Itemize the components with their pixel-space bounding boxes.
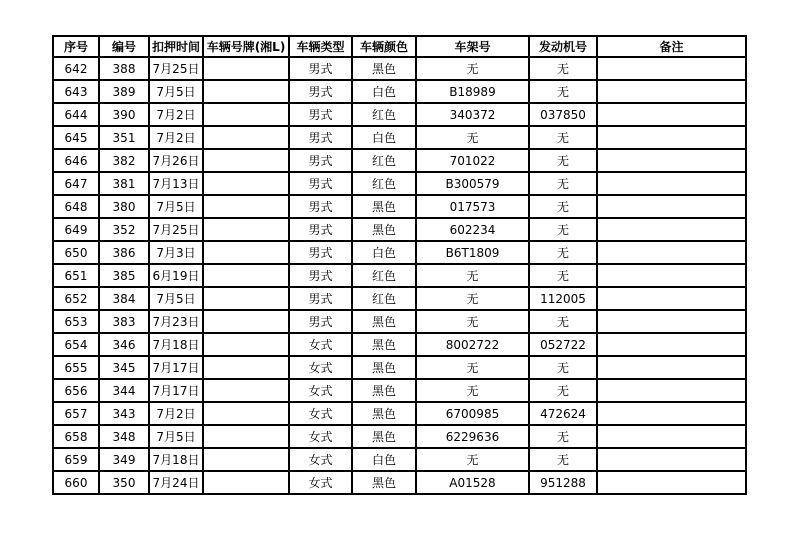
cell-number: 384 <box>99 287 149 310</box>
table-row <box>53 218 746 241</box>
cell-serial: 647 <box>53 172 99 195</box>
cell-vehicle-color: 红色 <box>352 149 416 172</box>
cell-vehicle-color: 黑色 <box>352 195 416 218</box>
cell-serial: 649 <box>53 218 99 241</box>
vehicle-seizure-table <box>52 35 747 495</box>
cell-engine-no: 无 <box>529 241 597 264</box>
cell-number: 346 <box>99 333 149 356</box>
cell-number: 348 <box>99 425 149 448</box>
cell-engine-no: 052722 <box>529 333 597 356</box>
cell-remark <box>597 149 746 172</box>
table-row <box>53 402 746 425</box>
cell-vehicle-type: 男式 <box>289 149 352 172</box>
cell-remark <box>597 126 746 149</box>
cell-seizure-date: 7月2日 <box>149 402 203 425</box>
cell-number: 380 <box>99 195 149 218</box>
cell-seizure-date: 7月5日 <box>149 425 203 448</box>
cell-vehicle-type: 男式 <box>289 172 352 195</box>
cell-engine-no: 无 <box>529 126 597 149</box>
column-header-number: 编号 <box>99 36 149 57</box>
cell-vehicle-color: 黑色 <box>352 218 416 241</box>
table-row <box>53 448 746 471</box>
cell-vehicle-color: 红色 <box>352 287 416 310</box>
cell-engine-no: 无 <box>529 218 597 241</box>
cell-engine-no: 无 <box>529 425 597 448</box>
cell-seizure-date: 7月3日 <box>149 241 203 264</box>
cell-number: 344 <box>99 379 149 402</box>
table-row <box>53 287 746 310</box>
cell-seizure-date: 7月18日 <box>149 448 203 471</box>
cell-plate <box>203 57 289 80</box>
cell-seizure-date: 7月23日 <box>149 310 203 333</box>
cell-frame-no: 无 <box>416 126 529 149</box>
cell-vehicle-color: 白色 <box>352 241 416 264</box>
cell-vehicle-type: 男式 <box>289 126 352 149</box>
column-header-remark: 备注 <box>597 36 746 57</box>
cell-engine-no: 无 <box>529 195 597 218</box>
cell-frame-no: 701022 <box>416 149 529 172</box>
cell-seizure-date: 7月25日 <box>149 57 203 80</box>
cell-vehicle-type: 男式 <box>289 310 352 333</box>
cell-vehicle-type: 女式 <box>289 356 352 379</box>
cell-vehicle-color: 白色 <box>352 448 416 471</box>
cell-frame-no: A01528 <box>416 471 529 494</box>
cell-serial: 654 <box>53 333 99 356</box>
table-body <box>53 57 746 494</box>
cell-seizure-date: 7月25日 <box>149 218 203 241</box>
cell-vehicle-type: 男式 <box>289 195 352 218</box>
cell-seizure-date: 7月2日 <box>149 126 203 149</box>
cell-engine-no: 037850 <box>529 103 597 126</box>
cell-frame-no: 602234 <box>416 218 529 241</box>
table-row <box>53 379 746 402</box>
cell-frame-no: 无 <box>416 287 529 310</box>
cell-vehicle-color: 红色 <box>352 172 416 195</box>
cell-remark <box>597 402 746 425</box>
cell-number: 383 <box>99 310 149 333</box>
cell-seizure-date: 7月2日 <box>149 103 203 126</box>
cell-serial: 644 <box>53 103 99 126</box>
cell-remark <box>597 218 746 241</box>
cell-vehicle-color: 黑色 <box>352 333 416 356</box>
cell-remark <box>597 80 746 103</box>
cell-frame-no: 340372 <box>416 103 529 126</box>
cell-vehicle-type: 女式 <box>289 425 352 448</box>
cell-plate <box>203 310 289 333</box>
cell-remark <box>597 356 746 379</box>
cell-plate <box>203 195 289 218</box>
cell-plate <box>203 356 289 379</box>
table-row <box>53 241 746 264</box>
cell-plate <box>203 264 289 287</box>
cell-vehicle-type: 女式 <box>289 379 352 402</box>
cell-frame-no: B6T1809 <box>416 241 529 264</box>
cell-seizure-date: 7月17日 <box>149 379 203 402</box>
cell-engine-no: 无 <box>529 356 597 379</box>
cell-engine-no: 无 <box>529 379 597 402</box>
table-row <box>53 149 746 172</box>
cell-number: 390 <box>99 103 149 126</box>
cell-number: 350 <box>99 471 149 494</box>
cell-plate <box>203 333 289 356</box>
cell-remark <box>597 241 746 264</box>
cell-serial: 657 <box>53 402 99 425</box>
column-header-seizure-date: 扣押时间 <box>149 36 203 57</box>
column-header-frame-no: 车架号 <box>416 36 529 57</box>
cell-vehicle-color: 黑色 <box>352 57 416 80</box>
cell-plate <box>203 149 289 172</box>
cell-vehicle-type: 男式 <box>289 80 352 103</box>
table-row <box>53 264 746 287</box>
cell-plate <box>203 471 289 494</box>
cell-frame-no: 6700985 <box>416 402 529 425</box>
table-row <box>53 103 746 126</box>
table-row <box>53 425 746 448</box>
cell-frame-no: 无 <box>416 448 529 471</box>
cell-vehicle-type: 男式 <box>289 241 352 264</box>
cell-number: 343 <box>99 402 149 425</box>
cell-serial: 656 <box>53 379 99 402</box>
cell-remark <box>597 195 746 218</box>
column-header-vehicle-type: 车辆类型 <box>289 36 352 57</box>
cell-seizure-date: 7月24日 <box>149 471 203 494</box>
cell-frame-no: 无 <box>416 57 529 80</box>
cell-engine-no: 951288 <box>529 471 597 494</box>
cell-vehicle-color: 白色 <box>352 80 416 103</box>
cell-vehicle-type: 女式 <box>289 402 352 425</box>
header-row <box>53 36 746 57</box>
table-row <box>53 356 746 379</box>
column-header-vehicle-color: 车辆颜色 <box>352 36 416 57</box>
cell-plate <box>203 425 289 448</box>
cell-engine-no: 无 <box>529 310 597 333</box>
cell-engine-no: 无 <box>529 149 597 172</box>
cell-remark <box>597 425 746 448</box>
cell-number: 386 <box>99 241 149 264</box>
cell-vehicle-color: 黑色 <box>352 310 416 333</box>
cell-remark <box>597 264 746 287</box>
cell-vehicle-color: 黑色 <box>352 425 416 448</box>
cell-seizure-date: 7月5日 <box>149 195 203 218</box>
cell-vehicle-type: 男式 <box>289 218 352 241</box>
cell-vehicle-type: 男式 <box>289 57 352 80</box>
table-row <box>53 310 746 333</box>
cell-serial: 645 <box>53 126 99 149</box>
table-row <box>53 57 746 80</box>
column-header-plate: 车辆号牌(湘L) <box>203 36 289 57</box>
cell-remark <box>597 448 746 471</box>
cell-vehicle-type: 女式 <box>289 333 352 356</box>
cell-remark <box>597 172 746 195</box>
cell-frame-no: B300579 <box>416 172 529 195</box>
cell-engine-no: 472624 <box>529 402 597 425</box>
table-row <box>53 471 746 494</box>
cell-vehicle-color: 白色 <box>352 126 416 149</box>
cell-serial: 660 <box>53 471 99 494</box>
cell-plate <box>203 126 289 149</box>
cell-serial: 659 <box>53 448 99 471</box>
cell-number: 351 <box>99 126 149 149</box>
cell-remark <box>597 57 746 80</box>
cell-plate <box>203 103 289 126</box>
cell-remark <box>597 379 746 402</box>
cell-seizure-date: 7月17日 <box>149 356 203 379</box>
cell-seizure-date: 7月13日 <box>149 172 203 195</box>
cell-number: 349 <box>99 448 149 471</box>
cell-frame-no: 无 <box>416 356 529 379</box>
cell-frame-no: 8002722 <box>416 333 529 356</box>
cell-frame-no: 017573 <box>416 195 529 218</box>
cell-number: 388 <box>99 57 149 80</box>
cell-vehicle-type: 男式 <box>289 103 352 126</box>
cell-plate <box>203 80 289 103</box>
cell-seizure-date: 7月5日 <box>149 287 203 310</box>
cell-seizure-date: 6月19日 <box>149 264 203 287</box>
cell-remark <box>597 103 746 126</box>
cell-serial: 652 <box>53 287 99 310</box>
cell-engine-no: 无 <box>529 172 597 195</box>
cell-number: 382 <box>99 149 149 172</box>
table-row <box>53 333 746 356</box>
cell-remark <box>597 333 746 356</box>
cell-number: 385 <box>99 264 149 287</box>
cell-engine-no: 无 <box>529 448 597 471</box>
cell-frame-no: B18989 <box>416 80 529 103</box>
cell-frame-no: 6229636 <box>416 425 529 448</box>
cell-vehicle-color: 黑色 <box>352 379 416 402</box>
cell-vehicle-color: 黑色 <box>352 356 416 379</box>
table-row <box>53 172 746 195</box>
cell-seizure-date: 7月5日 <box>149 80 203 103</box>
cell-vehicle-color: 黑色 <box>352 402 416 425</box>
cell-plate <box>203 448 289 471</box>
cell-vehicle-color: 红色 <box>352 103 416 126</box>
table-row <box>53 80 746 103</box>
cell-serial: 653 <box>53 310 99 333</box>
column-header-engine-no: 发动机号 <box>529 36 597 57</box>
cell-plate <box>203 172 289 195</box>
cell-serial: 642 <box>53 57 99 80</box>
cell-vehicle-type: 女式 <box>289 471 352 494</box>
cell-vehicle-type: 女式 <box>289 448 352 471</box>
cell-vehicle-color: 红色 <box>352 264 416 287</box>
cell-engine-no: 无 <box>529 80 597 103</box>
cell-serial: 646 <box>53 149 99 172</box>
table-row <box>53 195 746 218</box>
cell-vehicle-type: 男式 <box>289 287 352 310</box>
cell-seizure-date: 7月26日 <box>149 149 203 172</box>
cell-number: 352 <box>99 218 149 241</box>
cell-serial: 655 <box>53 356 99 379</box>
cell-engine-no: 无 <box>529 57 597 80</box>
cell-vehicle-color: 黑色 <box>352 471 416 494</box>
cell-number: 381 <box>99 172 149 195</box>
cell-seizure-date: 7月18日 <box>149 333 203 356</box>
cell-frame-no: 无 <box>416 264 529 287</box>
cell-serial: 643 <box>53 80 99 103</box>
cell-remark <box>597 310 746 333</box>
cell-plate <box>203 241 289 264</box>
cell-frame-no: 无 <box>416 379 529 402</box>
cell-serial: 658 <box>53 425 99 448</box>
cell-plate <box>203 402 289 425</box>
cell-remark <box>597 287 746 310</box>
cell-number: 345 <box>99 356 149 379</box>
cell-serial: 648 <box>53 195 99 218</box>
cell-number: 389 <box>99 80 149 103</box>
cell-serial: 651 <box>53 264 99 287</box>
cell-vehicle-type: 男式 <box>289 264 352 287</box>
cell-serial: 650 <box>53 241 99 264</box>
table-row <box>53 126 746 149</box>
cell-engine-no: 112005 <box>529 287 597 310</box>
cell-frame-no: 无 <box>416 310 529 333</box>
cell-plate <box>203 287 289 310</box>
cell-remark <box>597 471 746 494</box>
cell-engine-no: 无 <box>529 264 597 287</box>
cell-plate <box>203 218 289 241</box>
column-header-serial: 序号 <box>53 36 99 57</box>
cell-plate <box>203 379 289 402</box>
